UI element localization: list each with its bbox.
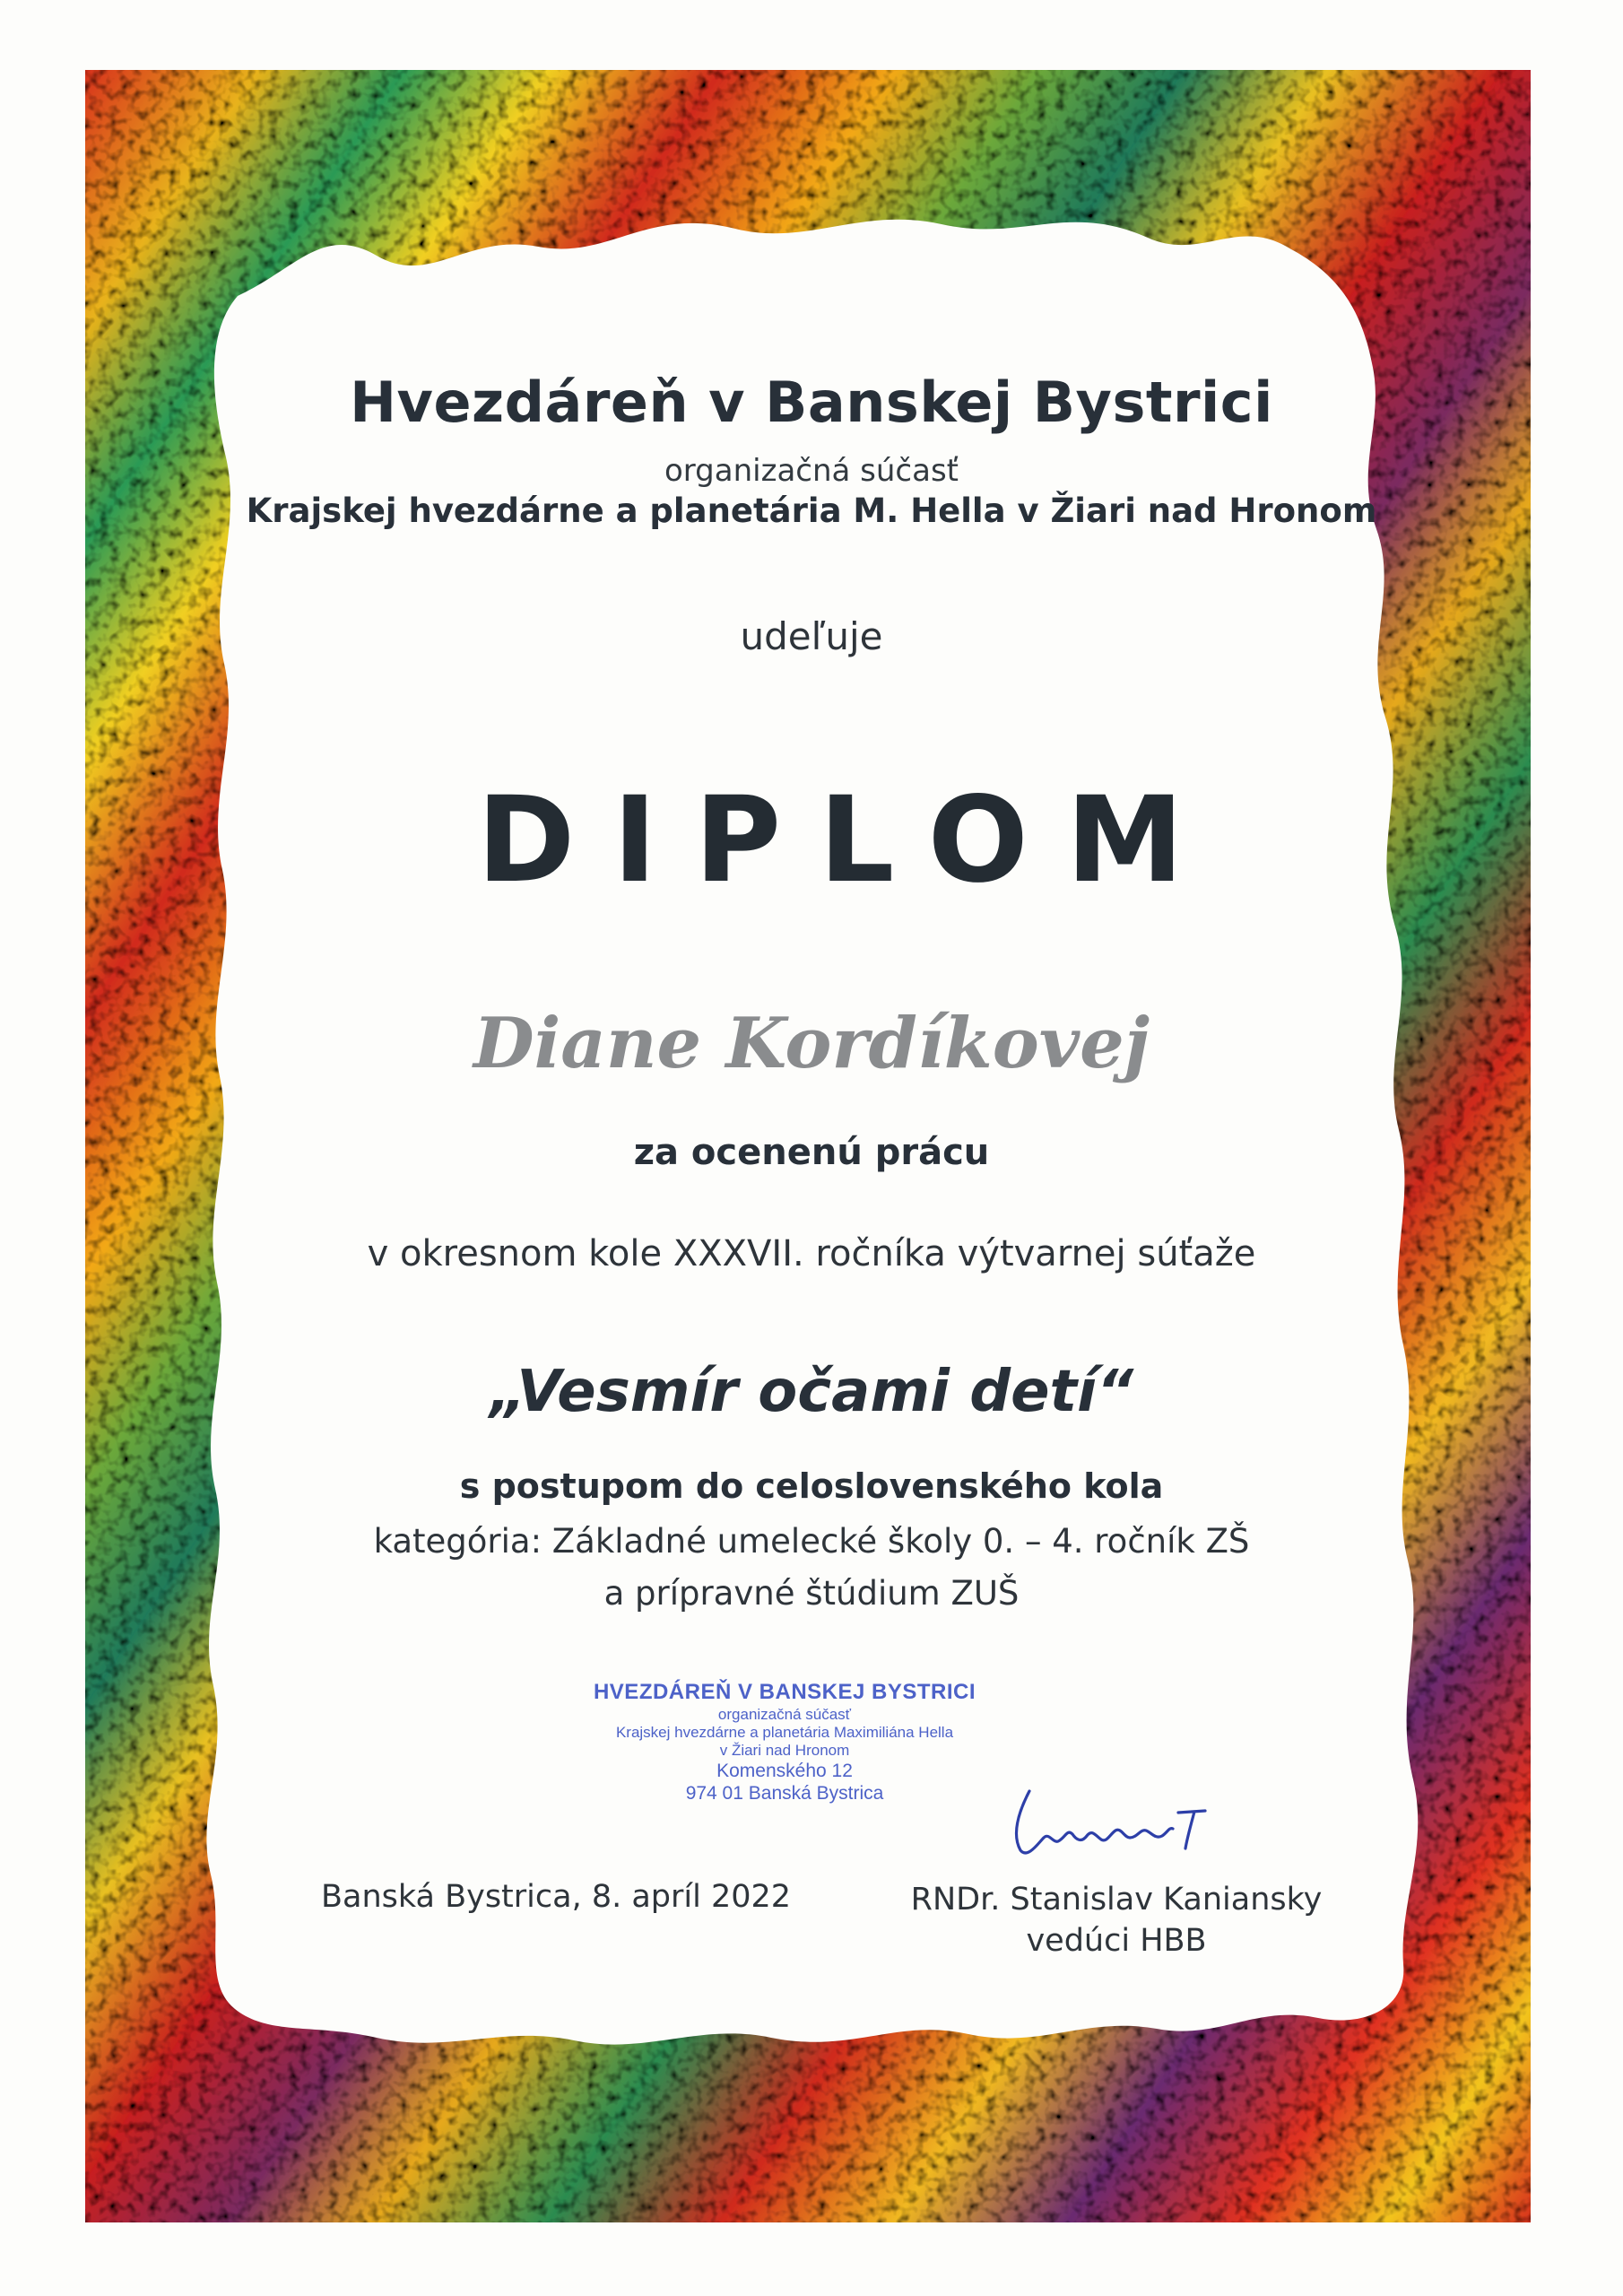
header-organization: Krajskej hvezdárne a planetária M. Hella v Žiari nad Hronom [246, 491, 1377, 530]
awards-verb: udeľuje [740, 614, 883, 658]
diploma-title: DIPLOM [476, 771, 1222, 909]
award-reason: za ocenenú prácu [633, 1132, 990, 1173]
header-subtitle: organizačná súčasť [664, 453, 959, 489]
stamp-line: organizačná súčasť [717, 1706, 852, 1723]
institution-stamp [556, 1679, 1013, 1805]
signatory-name: RNDr. Stanislav Kaniansky [910, 1882, 1323, 1918]
place-and-date: Banská Bystrica, 8. apríl 2022 [321, 1879, 792, 1915]
stamp-line: Krajskej hvezdárne a planetária Maximiliána Hella [615, 1724, 954, 1741]
recipient-name: Diane Kordíkovej [473, 1003, 1150, 1084]
stamp-line: Komenského 12 [716, 1761, 853, 1781]
stamp-line: HVEZDÁREŇ V BANSKEJ BYSTRICI [593, 1680, 976, 1704]
handwritten-signature [1002, 1771, 1218, 1870]
advancement-note: s postupom do celoslovenského kola [459, 1466, 1164, 1506]
signatory-role: vedúci HBB [1026, 1923, 1207, 1959]
competition-round: v okresnom kole XXXVII. ročníka výtvarnej súťaže [367, 1233, 1256, 1274]
header-title: Hvezdáreň v Banskej Bystrici [350, 370, 1273, 435]
competition-name: „Vesmír očami detí“ [489, 1359, 1134, 1425]
category-line-2: a prípravné štúdium ZUŠ [603, 1574, 1020, 1613]
category-line-1: kategória: Základné umelecké školy 0. – 4. ročník ZŠ [373, 1522, 1250, 1561]
stamp-line: 974 01 Banská Bystrica [685, 1783, 884, 1804]
stamp-line: v Žiari nad Hronom [719, 1742, 850, 1759]
signatory-block [906, 1879, 1327, 1961]
